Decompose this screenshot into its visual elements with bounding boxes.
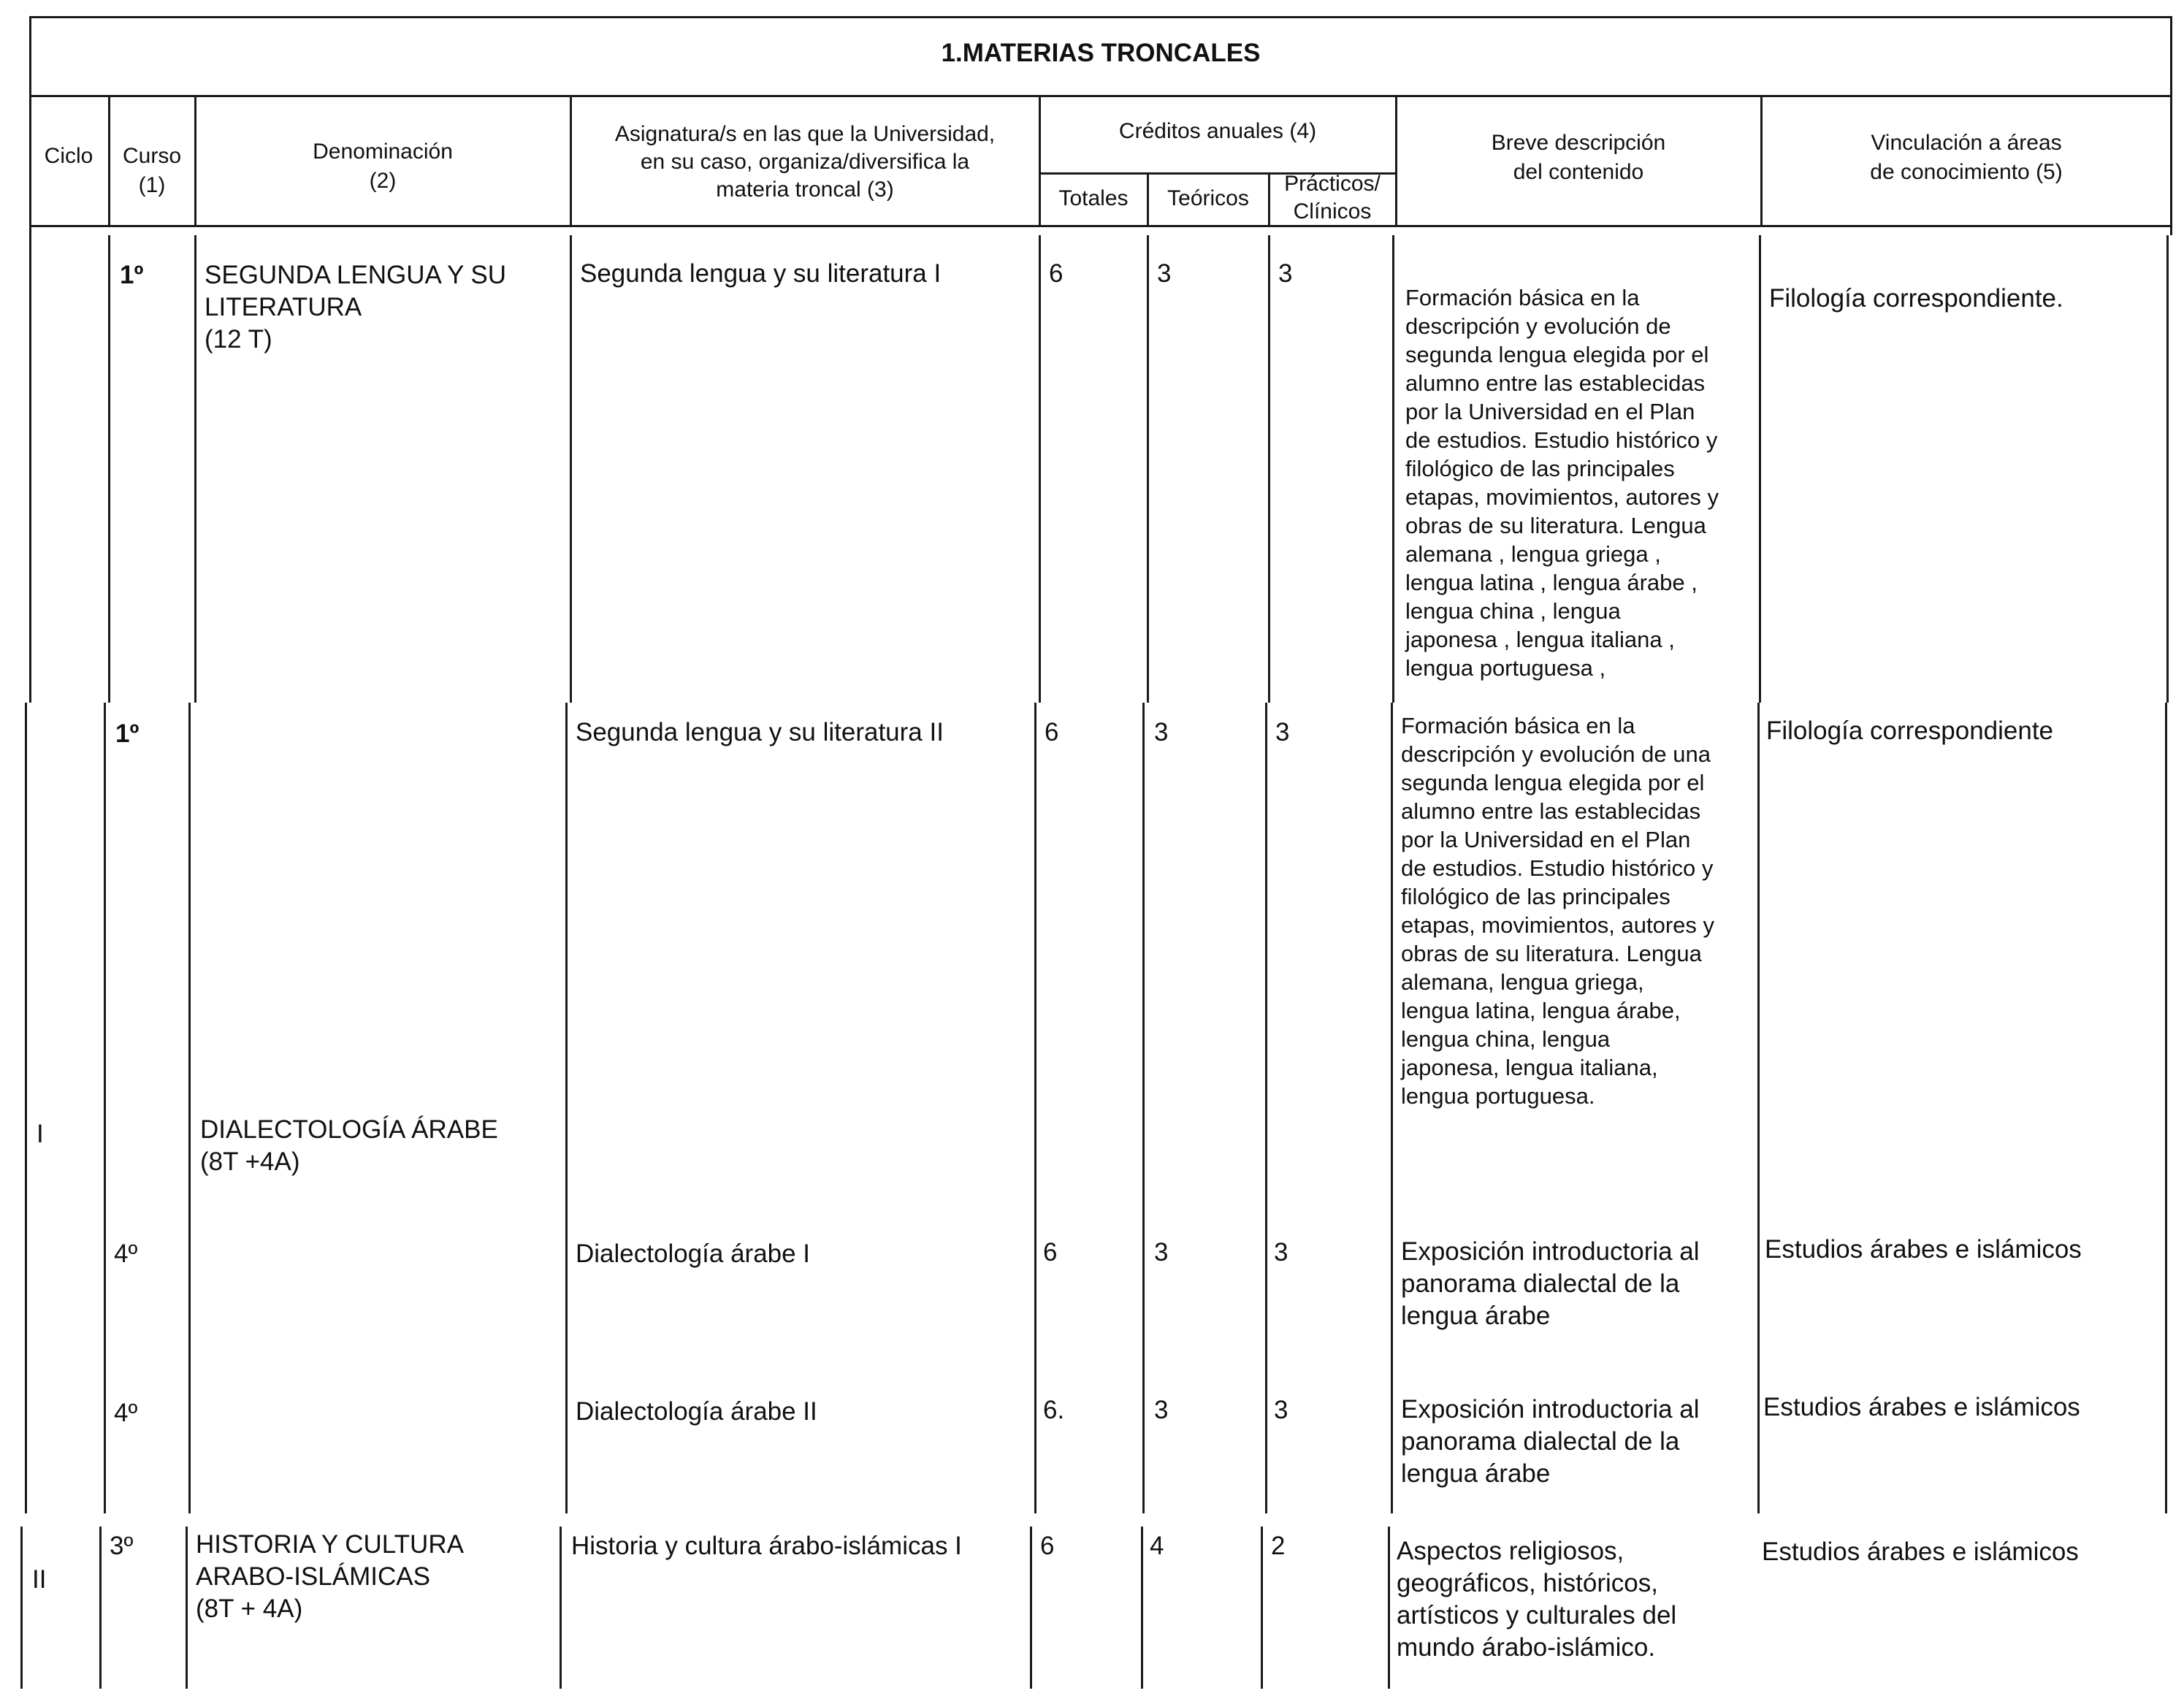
table-left-border (29, 16, 31, 703)
header-curso: Curso (122, 144, 182, 168)
desc-line: alemana, lengua griega, (1401, 969, 1644, 995)
header-practicos-line-1: Prácticos/ (1284, 172, 1381, 196)
row-1-practicos: 3 (1278, 259, 1293, 288)
desc-line: filológico de las principales (1401, 884, 1671, 909)
body-divider-creditos-1 (1392, 235, 1394, 703)
header-denominacion-note: (2) (369, 169, 397, 193)
body-divider-ciclo-1 (108, 235, 110, 703)
desc-line: panorama dialectal de la (1401, 1427, 1680, 1456)
row-3-vinculacion: Estudios árabes e islámicos (1765, 1235, 2082, 1264)
body-left-border-3 (20, 1527, 23, 1689)
desc-line: etapas, movimientos, autores y (1401, 912, 1715, 938)
body-divider-denominacion-3 (560, 1527, 562, 1689)
row-5-totales: 6 (1040, 1532, 1055, 1560)
title-bottom-border (29, 95, 2172, 97)
header-curso-note: (1) (138, 173, 166, 197)
desc-line: Formación básica en la (1405, 285, 1640, 310)
row-1-denominacion-line-3: (12 T) (205, 325, 272, 354)
header-denominacion: Denominación (313, 140, 453, 164)
desc-line: japonesa , lengua italiana , (1405, 627, 1675, 652)
row-2-descripcion (1401, 711, 1757, 1110)
desc-line: segunda lengua elegida por el (1401, 770, 1705, 795)
row-1-teoricos: 3 (1157, 259, 1172, 288)
desc-line: por la Universidad en el Plan (1405, 399, 1695, 424)
body-divider-asignatura-2 (1034, 703, 1036, 1513)
row-1-asignatura: Segunda lengua y su literatura I (580, 259, 942, 288)
row-4-practicos: 3 (1274, 1396, 1288, 1424)
row-2-asignatura: Segunda lengua y su literatura II (576, 718, 944, 746)
header-teoricos: Teóricos (1167, 186, 1249, 210)
body-divider-asignatura-3 (1030, 1527, 1032, 1689)
body-divider-curso-3 (186, 1527, 188, 1689)
body-divider-totales-2 (1142, 703, 1145, 1513)
body-divider-teoricos-1 (1268, 235, 1270, 703)
desc-line: descripción y evolución de una (1401, 741, 1711, 767)
row-3-teoricos: 3 (1154, 1238, 1169, 1267)
row-4-teoricos: 3 (1154, 1396, 1169, 1424)
body-divider-teoricos-2 (1265, 703, 1267, 1513)
desc-line: por la Universidad en el Plan (1401, 827, 1691, 852)
body-divider-curso-1 (194, 235, 196, 703)
header-descripcion-line-2: del contenido (1513, 160, 1644, 184)
header-bottom-border (29, 225, 2172, 227)
desc-line: Aspectos religiosos, (1397, 1537, 1624, 1565)
desc-line: Exposición introductoria al (1401, 1395, 1700, 1424)
dialectologia-denominacion-line-1: DIALECTOLOGÍA ÁRABE (200, 1115, 498, 1144)
row-2-vinculacion: Filología correspondiente (1766, 717, 2054, 745)
header-asignatura-line-1: Asignatura/s en las que la Universidad, (614, 122, 996, 146)
row-2-totales: 6 (1045, 718, 1059, 746)
body-divider-descripcion-2 (1757, 703, 1760, 1513)
desc-line: Exposición introductoria al (1401, 1237, 1700, 1266)
header-descripcion-line-1: Breve descripción (1491, 131, 1666, 155)
body-divider-denominacion-1 (570, 235, 572, 703)
row-2-teoricos: 3 (1154, 718, 1169, 746)
header-vinculacion-line-1: Vinculación a áreas (1871, 131, 2062, 155)
dialectologia-denominacion-line-2: (8T +4A) (200, 1147, 300, 1176)
table-title: 1.MATERIAS TRONCALES (941, 39, 1261, 67)
row-5-denominacion-line-1: HISTORIA Y CULTURA (196, 1530, 464, 1559)
row-1-totales: 6 (1049, 259, 1064, 288)
row-1-denominacion-line-2: LITERATURA (205, 293, 362, 321)
row-1-descripcion (1405, 283, 1759, 682)
desc-line: lengua latina, lengua árabe, (1401, 998, 1681, 1023)
row-4-vinculacion: Estudios árabes e islámicos (1763, 1393, 2080, 1421)
desc-line: obras de su literatura. Lengua (1401, 941, 1702, 966)
desc-line: lengua latina , lengua árabe , (1405, 570, 1698, 595)
row-5-asignatura: Historia y cultura árabo-islámicas I (571, 1532, 962, 1560)
ciclo-I: I (37, 1120, 44, 1148)
body-divider-denominacion-2 (565, 703, 568, 1513)
body-divider-totales-3 (1141, 1527, 1143, 1689)
ciclo-II: II (32, 1565, 47, 1594)
desc-line: panorama dialectal de la (1401, 1269, 1680, 1298)
desc-line: lengua china , lengua (1405, 598, 1621, 624)
header-totales: Totales (1058, 186, 1129, 210)
row-3-asignatura: Dialectología árabe I (576, 1239, 811, 1268)
desc-line: etapas, movimientos, autores y (1405, 484, 1719, 510)
row-5-descripcion (1397, 1535, 1676, 1664)
desc-line: mundo árabo-islámico. (1397, 1633, 1656, 1662)
row-5-denominacion-line-3: (8T + 4A) (196, 1594, 303, 1623)
row-3-descripcion (1401, 1236, 1700, 1332)
desc-line: alemana , lengua griega , (1405, 541, 1661, 567)
body-divider-curso-2 (188, 703, 191, 1513)
desc-line: lengua árabe (1401, 1459, 1551, 1488)
header-asignatura-line-2: en su caso, organiza/diversifica la (640, 150, 970, 174)
header-vinculacion-line-2: de conocimiento (5) (1870, 160, 2063, 184)
body-divider-asignatura-1 (1039, 235, 1041, 703)
desc-line: japonesa, lengua italiana, (1401, 1055, 1658, 1080)
row-5-vinculacion: Estudios árabes e islámicos (1762, 1538, 2079, 1566)
desc-line: de estudios. Estudio histórico y (1405, 427, 1718, 453)
desc-line: lengua portuguesa , (1405, 655, 1606, 681)
desc-line: obras de su literatura. Lengua (1405, 513, 1706, 538)
body-divider-teoricos-3 (1261, 1527, 1263, 1689)
row-3-practicos: 3 (1274, 1238, 1288, 1267)
body-left-border-2 (25, 703, 27, 1513)
table-top-border (29, 16, 2172, 18)
desc-line: descripción y evolución de (1405, 313, 1671, 339)
row-5-denominacion-line-2: ARABO-ISLÁMICAS (196, 1562, 430, 1591)
desc-line: filológico de las principales (1405, 456, 1675, 481)
body-divider-descripcion-1 (1759, 235, 1761, 703)
desc-line: Formación básica en la (1401, 713, 1635, 738)
body-divider-ciclo-3 (99, 1527, 102, 1689)
desc-line: lengua china, lengua (1401, 1026, 1611, 1052)
row-4-descripcion (1401, 1394, 1700, 1490)
body-divider-ciclo-2 (104, 703, 106, 1513)
desc-line: alumno entre las establecidas (1401, 798, 1701, 824)
header-ciclo: Ciclo (44, 144, 93, 168)
body-divider-right-1 (2166, 235, 2169, 703)
row-4-totales: 6. (1043, 1396, 1065, 1424)
row-5-teoricos: 4 (1150, 1532, 1164, 1560)
row-3-totales: 6 (1043, 1238, 1058, 1267)
row-2-curso: 1º (115, 719, 140, 748)
desc-line: lengua árabe (1401, 1302, 1551, 1330)
desc-line: de estudios. Estudio histórico y (1401, 855, 1714, 881)
desc-line: lengua portuguesa. (1401, 1083, 1595, 1109)
body-divider-creditos-3 (1388, 1527, 1390, 1689)
header-practicos-line-2: Clínicos (1293, 199, 1372, 224)
row-1-curso: 1º (120, 261, 144, 289)
header-asignatura-line-3: materia troncal (3) (716, 177, 894, 202)
row-2-practicos: 3 (1275, 718, 1290, 746)
body-divider-creditos-2 (1391, 703, 1393, 1513)
body-divider-totales-1 (1147, 235, 1149, 703)
body-divider-right-2 (2165, 703, 2167, 1513)
row-5-curso: 3º (110, 1532, 134, 1560)
desc-line: geográficos, históricos, (1397, 1569, 1658, 1597)
desc-line: segunda lengua elegida por el (1405, 342, 1709, 367)
desc-line: artísticos y culturales del (1397, 1601, 1677, 1630)
row-3-curso: 4º (114, 1239, 138, 1268)
header-creditos: Créditos anuales (4) (1118, 119, 1317, 143)
row-5-practicos: 2 (1271, 1532, 1286, 1560)
row-1-denominacion-line-1: SEGUNDA LENGUA Y SU (205, 261, 507, 289)
row-4-asignatura: Dialectología árabe II (576, 1397, 817, 1426)
row-4-curso: 4º (114, 1399, 138, 1427)
desc-line: alumno entre las establecidas (1405, 370, 1706, 396)
row-1-vinculacion: Filología correspondiente. (1769, 284, 2063, 313)
